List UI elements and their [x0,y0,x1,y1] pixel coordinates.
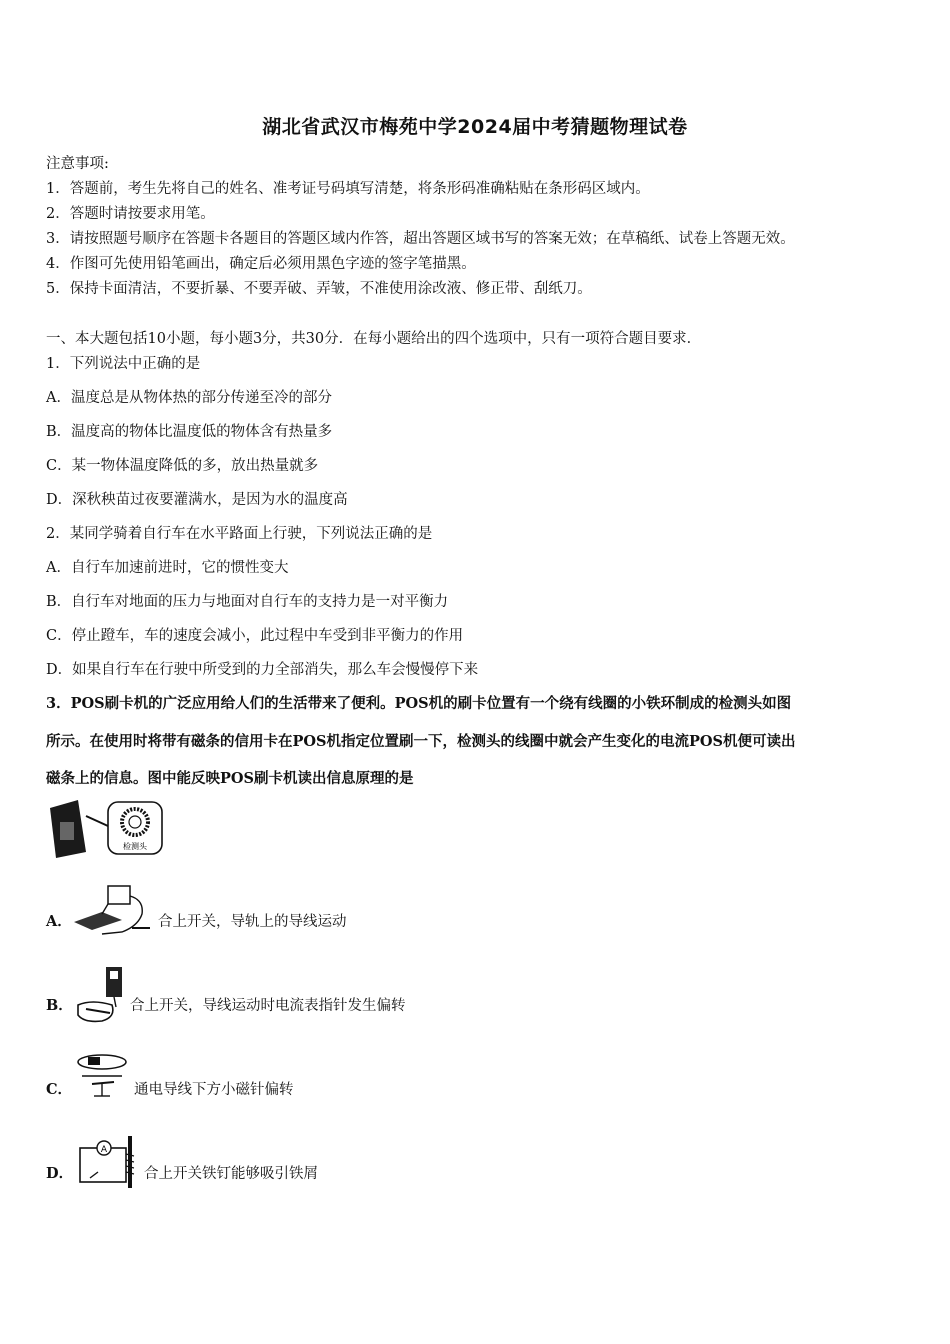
pos-detector-figure [46,796,166,862]
q3-option-a-label: A． [46,913,72,930]
notice-item-2: 2．答题时请按要求用笔。 [46,206,215,222]
q3-stem-line-3: 磁条上的信息。图中能反映POS刷卡机读出信息原理的是 [46,770,414,787]
q3-option-d-text: 合上开关铁钉能够吸引铁屑 [144,1166,318,1182]
q2-stem: 2．某同学骑着自行车在水平路面上行驶，下列说法正确的是 [46,526,433,542]
q2-option-d: D．如果自行车在行驶中所受到的力全部消失，那么车会慢慢停下来 [46,662,479,678]
q1-option-a: A．温度总是从物体热的部分传递至冷的部分 [46,390,332,406]
q1-option-d: D．深秋秧苗过夜要灌满水，是因为水的温度高 [46,492,348,508]
battery-box [108,886,130,904]
q3-option-c-label: C． [46,1081,73,1098]
q2-option-c: C．停止蹬车，车的速度会减小，此过程中车受到非平衡力的作用 [46,628,464,644]
q1-option-c: C．某一物体温度降低的多，放出热量就多 [46,458,319,474]
generator-figure [72,965,128,1027]
page-title: 湖北省武汉市梅苑中学2024届中考猜题物理试卷 [262,116,688,138]
electromagnet-figure [76,1134,142,1190]
switch [90,1172,98,1178]
svg-text:A: A [100,1145,108,1155]
q3-option-b-label: B． [46,997,73,1014]
q1-option-b: B．温度高的物体比温度低的物体含有热量多 [46,424,333,440]
notice-heading: 注意事项: [46,156,109,172]
notice-item-5: 5．保持卡面清洁，不要折暴、不要弄破、弄皱，不准使用涂改液、修正带、刮纸刀。 [46,281,592,297]
motor-effect-figure [72,882,156,938]
q3-stem-line-1: 3．POS刷卡机的广泛应用给人们的生活带来了便利。POS机的刷卡位置有一个绕有线圈的小铁环制成的检测头如图 [46,695,792,712]
magnet-rails [74,912,122,930]
q3-option-c-text: 通电导线下方小磁针偏转 [134,1082,294,1098]
notice-item-1: 1．答题前，考生先将自己的姓名、准考证号码填写清楚，将条形码准确粘贴在条形码区域内。 [46,181,650,197]
q3-option-b-text: 合上开关，导线运动时电流表指针发生偏转 [130,998,406,1014]
lead-wire [102,904,108,914]
q2-option-b: B．自行车对地面的压力与地面对自行车的支持力是一对平衡力 [46,594,449,610]
moving-wire [86,1009,110,1013]
q3-stem-line-2: 所示。在使用时将带有磁条的信用卡在POS机指定位置刷一下，检测头的线圈中就会产生变化的电流POS机便可读出 [46,733,796,750]
section-heading: 一、本大题包括10小题，每小题3分，共30分．在每小题给出的四个选项中，只有一项符合题目要求． [46,331,702,347]
ammeter-dial [110,971,118,979]
compass-needle [92,1082,114,1084]
wire-loop [78,1055,126,1069]
q2-option-a: A．自行车加速前进时，它的惯性变大 [46,560,289,576]
notice-item-3: 3．请按照题号顺序在答题卡各题目的答题区域内作答，超出答题区域书写的答案无效；在草稿纸、试卷上答题无效。 [46,231,795,247]
pos-keypad [60,822,74,840]
q3-option-d-label: D． [46,1165,74,1182]
oersted-figure [74,1052,132,1102]
battery [88,1057,100,1065]
figure-caption: 检测头 [123,842,147,851]
q1-stem: 1．下列说法中正确的是 [46,356,201,372]
lead-wire [114,997,116,1007]
q3-option-a-text: 合上开关，导轨上的导线运动 [158,914,347,930]
pointer-line [86,816,108,826]
notice-item-4: 4．作图可先使用铅笔画出，确定后必须用黑色字迹的签字笔描黑。 [46,256,476,272]
